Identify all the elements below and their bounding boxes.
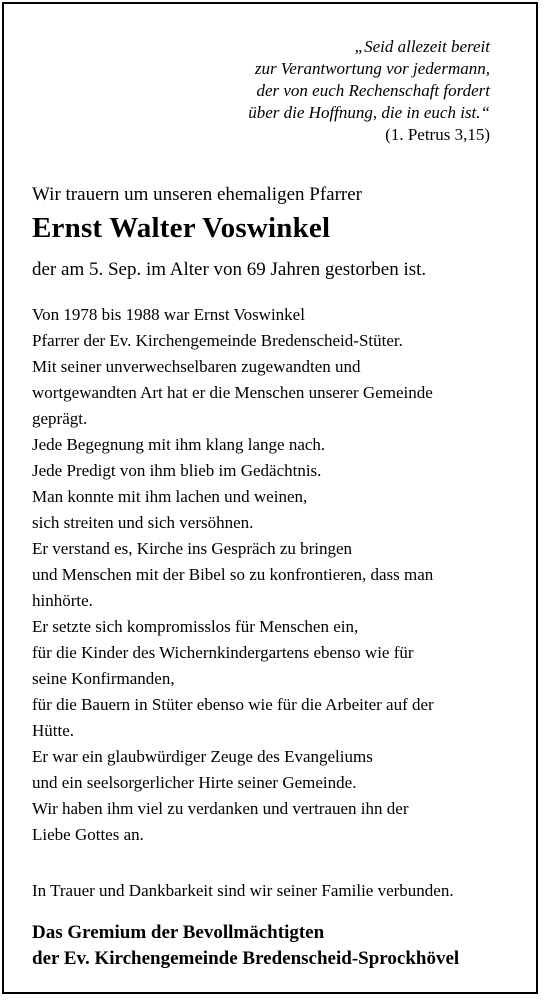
body-line: Mit seiner unverwechselbaren zugewandten und	[32, 357, 361, 376]
body-line: Man konnte mit ihm lachen und weinen,	[32, 487, 308, 506]
body-line: für die Kinder des Wichernkindergartens ebenso wie für	[32, 643, 414, 662]
signature-line: Das Gremium der Bevollmächtigten	[32, 922, 325, 943]
body-line: und Menschen mit der Bibel so zu konfrontieren, dass man	[32, 565, 434, 584]
body-line: sich streiten und sich versöhnen.	[32, 513, 254, 532]
body-line: und ein seelsorgerlicher Hirte seiner Gemeinde.	[32, 773, 357, 792]
quote-line: „Seid allezeit bereit	[354, 37, 490, 56]
body-line: Wir haben ihm viel zu verdanken und vertrauen ihn der	[32, 799, 409, 818]
body-line: für die Bauern in Stüter ebenso wie für die Arbeiter auf der	[32, 695, 434, 714]
quote-line: über die Hoffnung, die in euch ist.“	[248, 103, 490, 122]
body-line: hinhörte.	[32, 591, 93, 610]
quote-reference: (1. Petrus 3,15)	[385, 125, 490, 144]
body-line: Pfarrer der Ev. Kirchengemeinde Bredenscheid-Stüter.	[32, 331, 403, 350]
signature-line: der Ev. Kirchengemeinde Bredenscheid-Sprockhövel	[32, 948, 460, 969]
body-line: geprägt.	[32, 409, 88, 428]
body-line: Jede Predigt von ihm blieb im Gedächtnis.	[32, 461, 322, 480]
deceased-name: Ernst Walter Voswinkel	[32, 212, 331, 244]
body-text	[32, 302, 532, 848]
obituary-notice	[2, 2, 538, 994]
body-line: wortgewandten Art hat er die Menschen unserer Gemeinde	[32, 383, 433, 402]
body-line: Hütte.	[32, 721, 75, 740]
body-line: Jede Begegnung mit ihm klang lange nach.	[32, 435, 326, 454]
bible-quote	[248, 36, 490, 146]
body-line: Er war ein glaubwürdiger Zeuge des Evangeliums	[32, 747, 373, 766]
closing-text: In Trauer und Dankbarkeit sind wir seiner Familie verbunden.	[32, 881, 454, 900]
body-line: Von 1978 bis 1988 war Ernst Voswinkel	[32, 305, 305, 324]
intro-text: Wir trauern um unseren ehemaligen Pfarrer	[32, 184, 363, 205]
body-line: seine Konfirmanden,	[32, 669, 175, 688]
death-info: der am 5. Sep. im Alter von 69 Jahren gestorben ist.	[32, 259, 427, 280]
body-line: Er verstand es, Kirche ins Gespräch zu bringen	[32, 539, 353, 558]
quote-line: zur Verantwortung vor jedermann,	[254, 59, 490, 78]
signature	[32, 920, 459, 972]
quote-line: der von euch Rechenschaft fordert	[256, 81, 490, 100]
body-line: Er setzte sich kompromisslos für Menschen ein,	[32, 617, 359, 636]
body-line: Liebe Gottes an.	[32, 825, 144, 844]
